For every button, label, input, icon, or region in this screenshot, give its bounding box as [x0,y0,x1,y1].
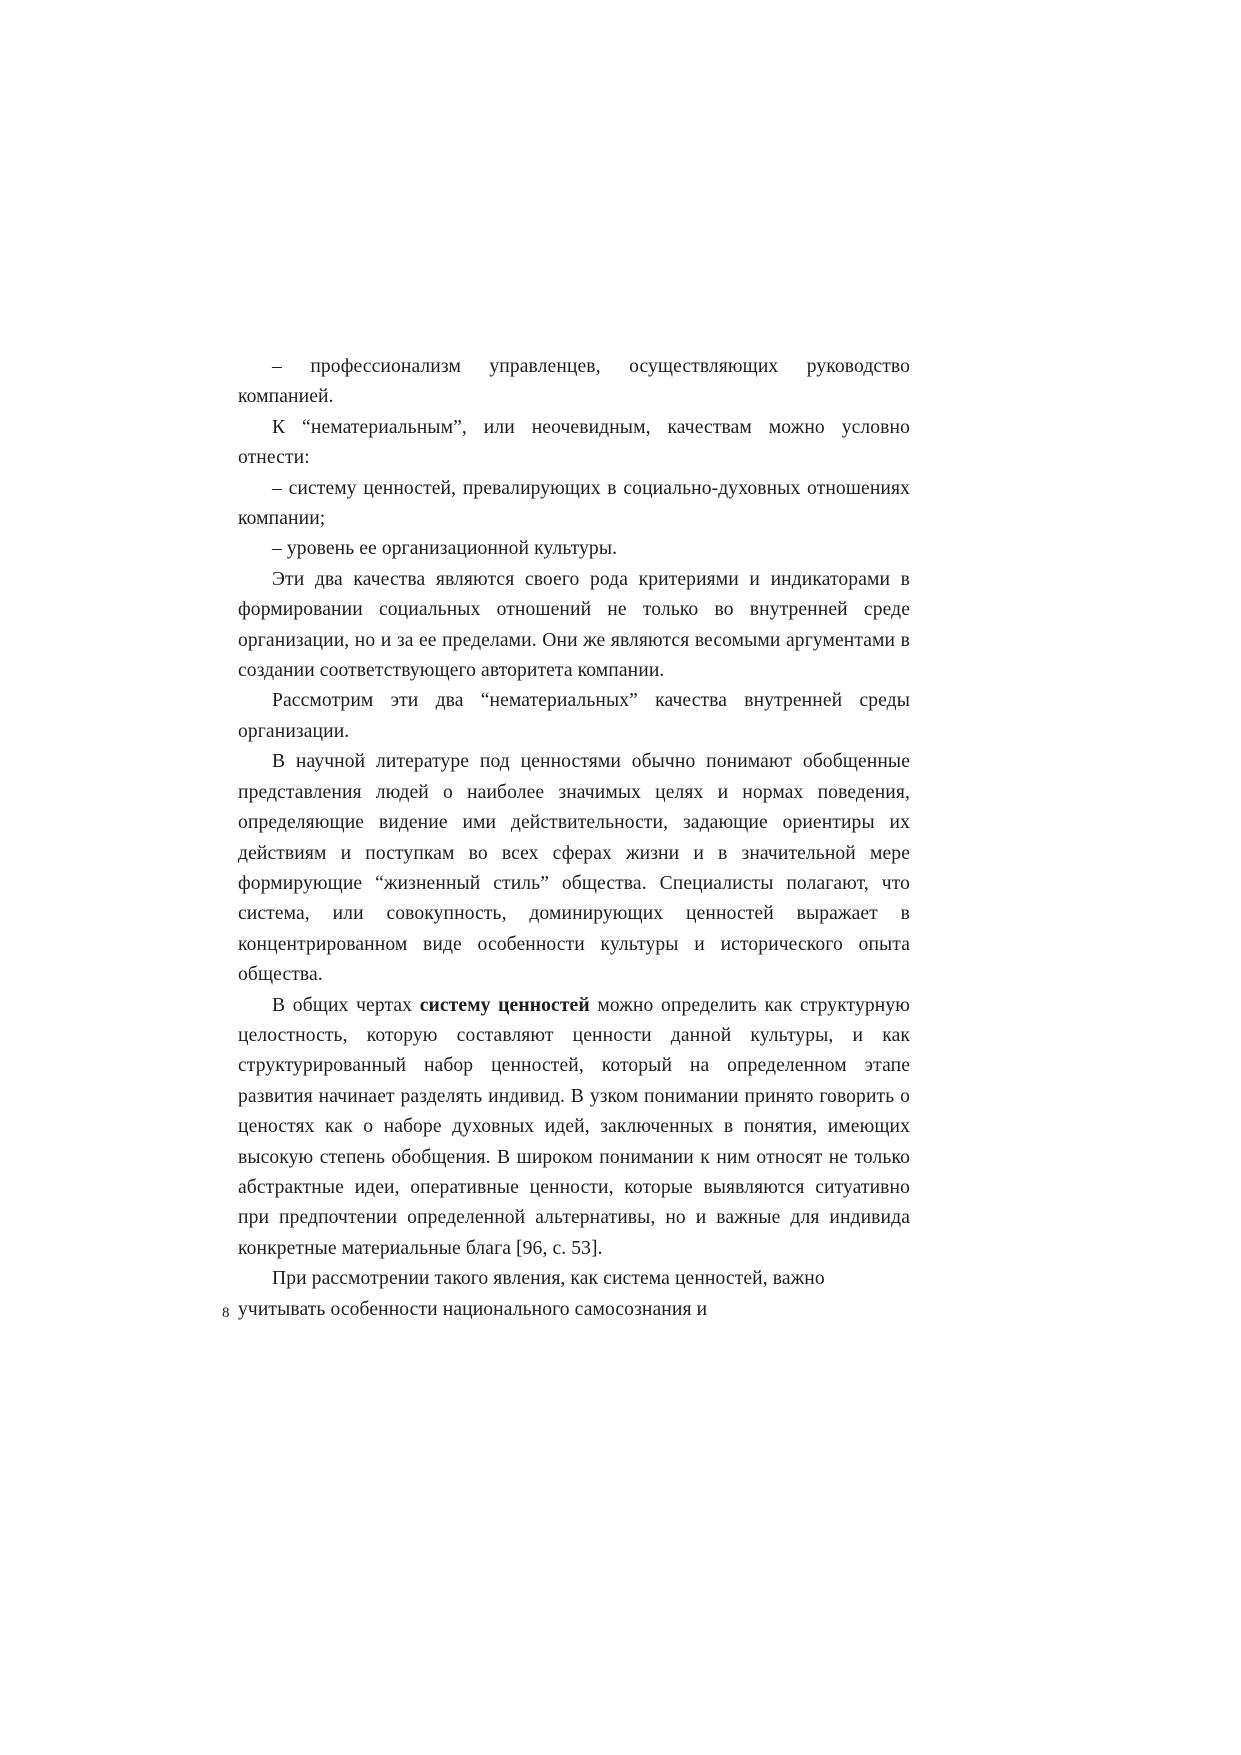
paragraph-intangible-intro: К “нематериальным”, или неочевидным, качествам можно условно отнести: [238,416,910,469]
text-before-bold: В общих чертах [272,994,420,1016]
paragraph-bullet-value-system: – систему ценностей, превалирующих в социально-духовных отношениях компании; [238,477,910,530]
paragraph-value-system-definition [238,991,910,1265]
body-text [238,352,910,1325]
paragraph-bullet-org-culture: – уровень ее организационной культуры. [272,538,618,560]
paragraph-scientific-literature: В научной литературе под ценностями обычно понимают обобщенные представления людей о наиболее значимых целях и нормах поведения, определяющие видение ими действительности, задающие ориентиры их действиям и поступкам во всех сферах жизни и в значительной мере формирующие “жизненный стиль” общества. Специалисты полагают, что система, или совокупность, доминирующих ценностей выражает в концентрированном виде особенности культуры и исторического опыта общества. [238,751,910,986]
page-number: 8 [222,1305,230,1321]
bold-phrase-value-system: систему ценностей [419,994,590,1016]
paragraph-consider-qualities: Рассмотрим эти два “нематериальных” качества внутренней среды организации. [238,690,910,742]
text-after-bold: можно определить как структурную целостность, которую составляют ценности данной культуры, и как структурированный набор ценностей, который на определенном этапе развития начинает разделять индивид. В узком понимании принято говорить о ценостях как о наборе духовных идей, заключенных в понятия, имеющих высокую степень обобщения. В широком понимании к ним относят не только абстрактные идеи, оперативные ценности, которые выявляются ситуативно при предпочтении определенной альтернативы, но и важные для индивида конкретные материальные блага [96, с. 53]. [238,994,910,1259]
paragraph-bullet-professionalism: – профессионализм управленцев, осуществляющих руководство компанией. [238,356,910,408]
paragraph-two-qualities: Эти два качества являются своего рода критериями и индикаторами в формировании социальных отношений не только во внутренней среде организации, но и за ее пределами. Они же являются весомыми аргументами в создании соответствующего авторитета компании. [238,568,910,682]
paragraph-national-identity: При рассмотрении такого явления, как система ценностей, важно учитывать особенности национального самосознания и [238,1268,825,1320]
